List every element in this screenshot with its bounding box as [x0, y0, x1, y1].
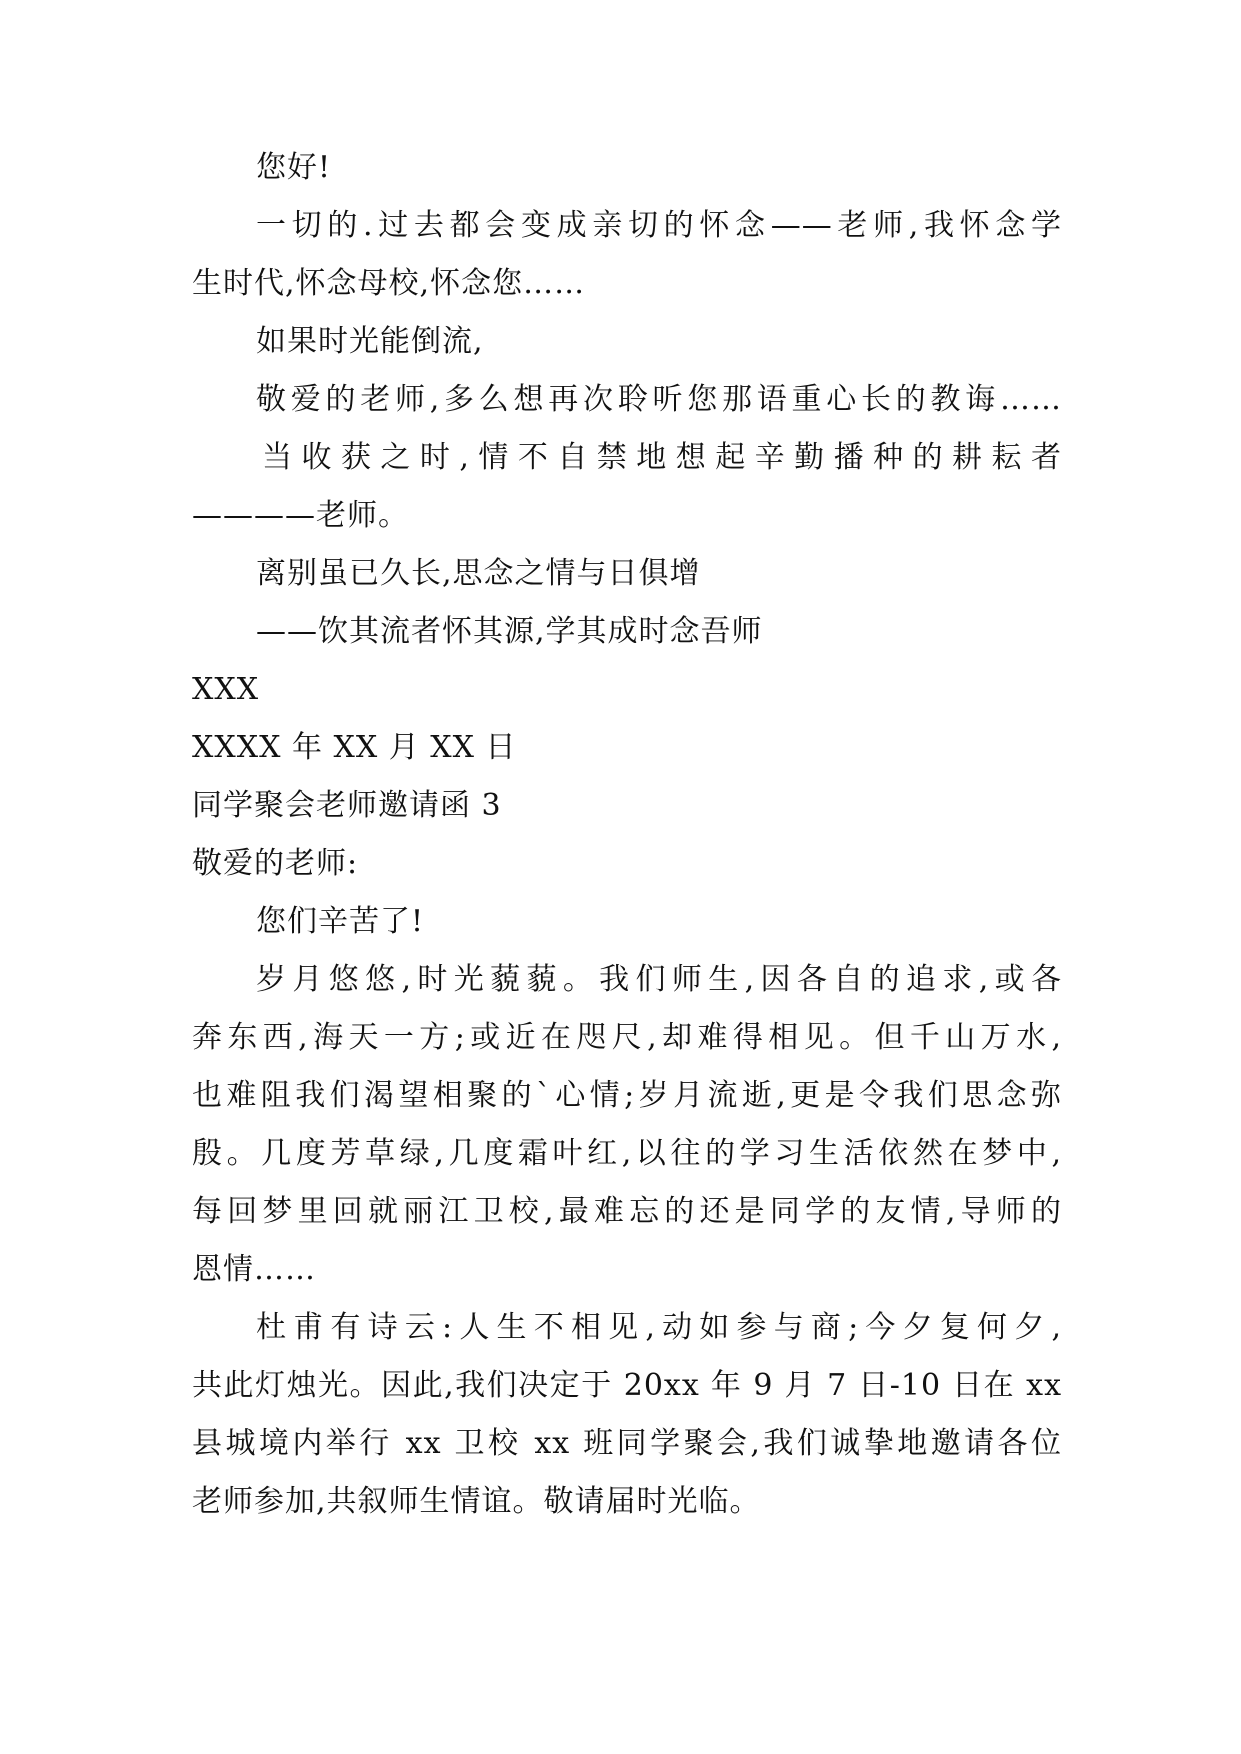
opening-line: 您们辛苦了! — [256, 904, 425, 939]
paragraph-line: 岁月悠悠,时光藐藐。我们师生,因各自的追求,或各 — [256, 962, 1062, 997]
paragraph-line: 每回梦里回就丽江卫校,最难忘的还是同学的友情,导师的 — [192, 1194, 1062, 1229]
paragraph-line: 敬爱的老师,多么想再次聆听您那语重心长的教诲…… — [256, 382, 1062, 417]
date: XXXX 年 XX 月 XX 日 — [192, 730, 517, 765]
paragraph-line: 离别虽已久长,思念之情与日俱增 — [256, 556, 701, 591]
paragraph-line: 当收获之时,情不自禁地想起辛勤播种的耕耘者 — [262, 440, 1062, 475]
signature: XXX — [192, 672, 260, 707]
greeting: 您好! — [256, 150, 332, 185]
paragraph-line: ——饮其流者怀其源,学其成时念吾师 — [256, 614, 763, 649]
paragraph-line: 恩情…… — [192, 1252, 316, 1287]
section-title: 同学聚会老师邀请函 3 — [192, 788, 502, 823]
paragraph-line: 一切的.过去都会变成亲切的怀念——老师,我怀念学 — [256, 208, 1062, 243]
paragraph-line: 县城境内举行 xx 卫校 xx 班同学聚会,我们诚挚地邀请各位 — [192, 1426, 1062, 1461]
salutation: 敬爱的老师: — [192, 846, 359, 881]
paragraph-line: ————老师。 — [192, 498, 409, 533]
paragraph-line: 共此灯烛光。因此,我们决定于 20xx 年 9 月 7 日-10 日在 xx — [192, 1368, 1062, 1403]
paragraph-line: 殷。几度芳草绿,几度霜叶红,以往的学习生活依然在梦中, — [192, 1136, 1062, 1171]
paragraph-line: 老师参加,共叙师生情谊。敬请届时光临。 — [192, 1484, 761, 1519]
paragraph-line: 如果时光能倒流, — [256, 324, 484, 359]
paragraph-line: 杜甫有诗云:人生不相见,动如参与商;今夕复何夕, — [256, 1310, 1062, 1345]
paragraph-line: 奔东西,海天一方;或近在咫尺,却难得相见。但千山万水, — [192, 1020, 1062, 1055]
paragraph-line: 生时代,怀念母校,怀念您…… — [192, 266, 586, 301]
paragraph-line: 也难阻我们渴望相聚的`心情;岁月流逝,更是令我们思念弥 — [192, 1078, 1062, 1113]
